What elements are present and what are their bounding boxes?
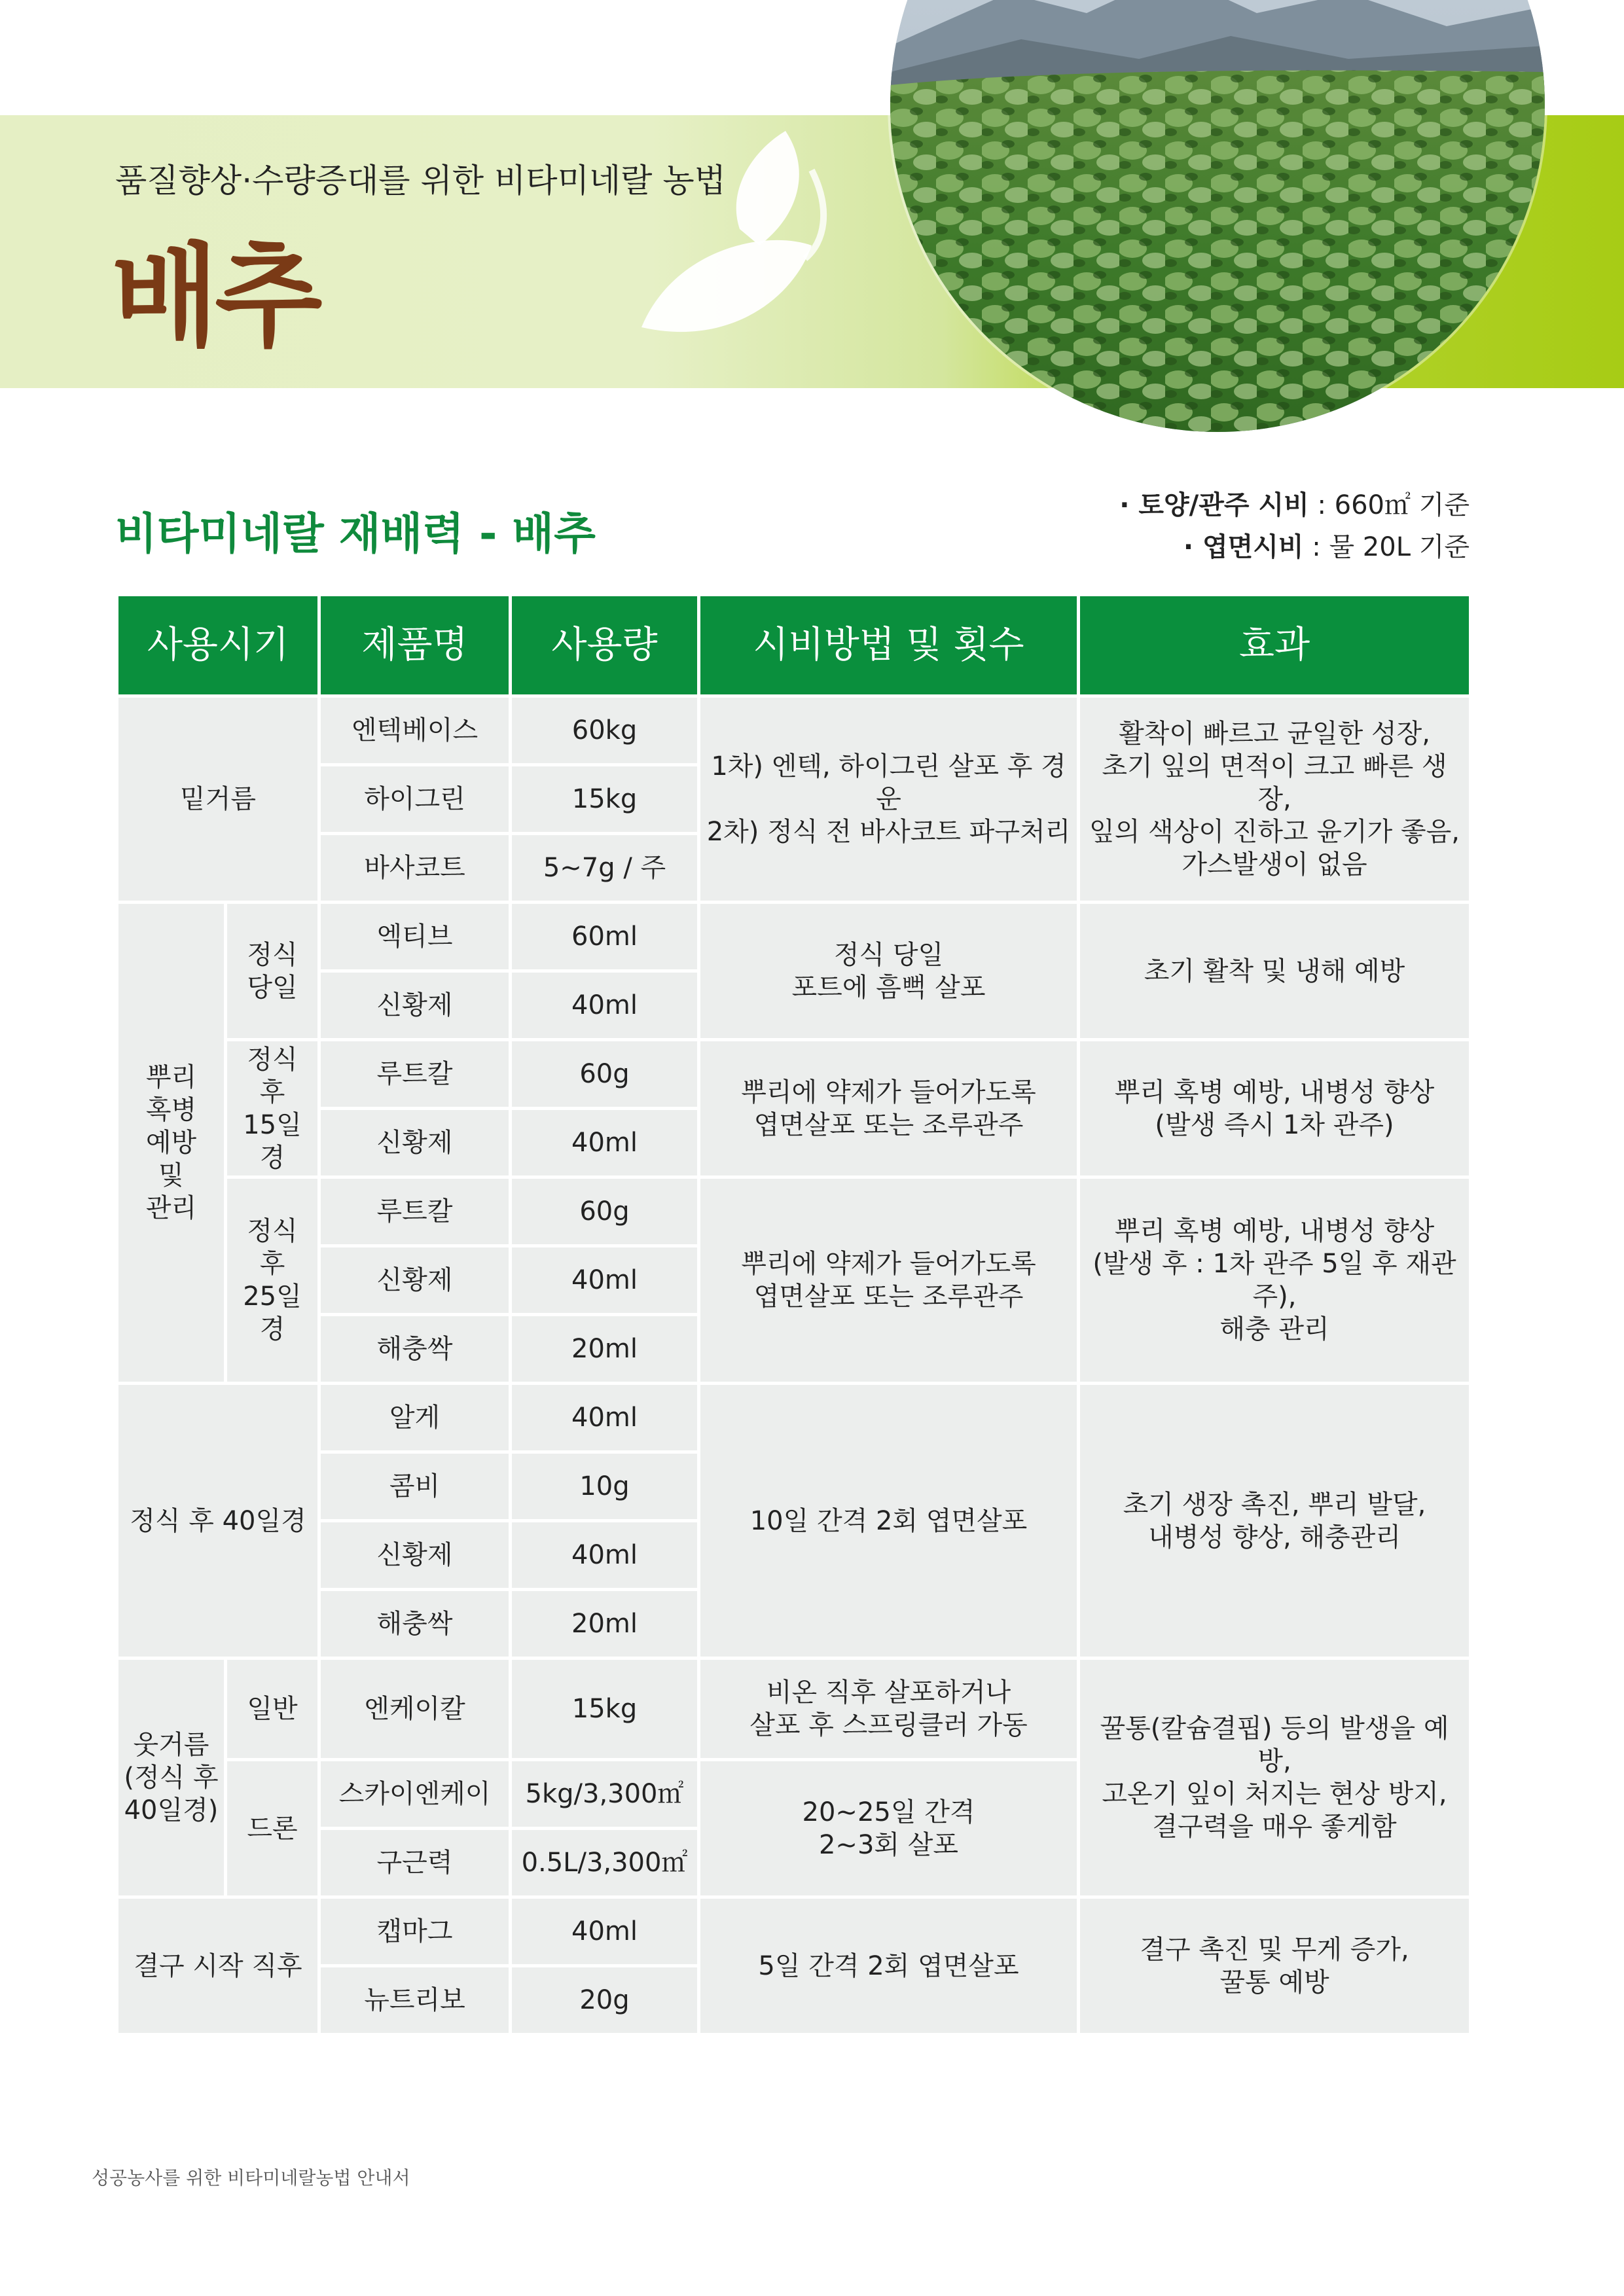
amount-cell: 20g (511, 1966, 699, 2035)
amount-cell: 40ml (511, 971, 699, 1040)
period-cell: 결구 시작 직후 (117, 1897, 319, 2035)
amount-cell: 60kg (511, 696, 699, 765)
period-cell: 밑거름 (117, 696, 319, 903)
effect-cell: 결구 촉진 및 무게 증가, 꿀통 예방 (1079, 1897, 1471, 2035)
header-period: 사용시기 (117, 595, 319, 696)
amount-cell: 40ml (511, 1521, 699, 1590)
amount-cell: 20ml (511, 1590, 699, 1659)
method-cell: 20~25일 간격 2~3회 살포 (699, 1760, 1079, 1897)
method-cell: 10일 간격 2회 엽면살포 (699, 1384, 1079, 1659)
product-cell: 뉴트리보 (319, 1966, 511, 2035)
product-cell: 해충싹 (319, 1590, 511, 1659)
product-cell: 신황제 (319, 1246, 511, 1315)
note-label: · 엽면시비 (1183, 532, 1304, 562)
table-row (117, 1384, 1471, 1452)
method-cell: 1차) 엔텍, 하이그린 살포 후 경운 2차) 정식 전 바사코트 파구처리 (699, 696, 1079, 903)
amount-cell: 60ml (511, 903, 699, 971)
effect-cell: 뿌리 혹병 예방, 내병성 향상 (발생 즉시 1차 관주) (1079, 1040, 1471, 1177)
note-value: : 660㎡ 기준 (1308, 490, 1470, 520)
header-method: 시비방법 및 횟수 (699, 595, 1079, 696)
product-cell: 콤비 (319, 1452, 511, 1521)
product-cell: 루트칼 (319, 1040, 511, 1109)
effect-cell: 초기 생장 촉진, 뿌리 발달, 내병성 향상, 해충관리 (1079, 1384, 1471, 1659)
amount-cell: 40ml (511, 1246, 699, 1315)
section-title: 비타미네랄 재배력 - 배추 (115, 509, 596, 559)
amount-cell: 60g (511, 1177, 699, 1246)
page-title: 배추 (111, 232, 319, 362)
amount-cell: 5~7g / 주 (511, 834, 699, 903)
header-amount: 사용량 (511, 595, 699, 696)
header-product: 제품명 (319, 595, 511, 696)
subperiod-cell: 정식 후 25일경 (226, 1177, 319, 1384)
amount-cell: 40ml (511, 1384, 699, 1452)
product-cell: 알게 (319, 1384, 511, 1452)
method-cell: 뿌리에 약제가 들어가도록 엽면살포 또는 조루관주 (699, 1040, 1079, 1177)
product-cell: 신황제 (319, 1109, 511, 1177)
amount-cell: 5kg/3,300㎡ (511, 1760, 699, 1829)
product-cell: 루트칼 (319, 1177, 511, 1246)
subperiod-cell: 드론 (226, 1760, 319, 1897)
product-cell: 엔케이칼 (319, 1659, 511, 1760)
amount-cell: 10g (511, 1452, 699, 1521)
effect-cell: 뿌리 혹병 예방, 내병성 향상 (발생 후 : 1차 관주 5일 후 재관주), 해충 관리 (1079, 1177, 1471, 1384)
effect-cell: 초기 활착 및 냉해 예방 (1079, 903, 1471, 1040)
product-cell: 구근력 (319, 1829, 511, 1897)
product-cell: 해충싹 (319, 1315, 511, 1384)
effect-cell: 활착이 빠르고 균일한 성장, 초기 잎의 면적이 크고 빠른 생장, 잎의 색상이 진하고 윤기가 좋음, 가스발생이 없음 (1079, 696, 1471, 903)
method-cell: 5일 간격 2회 엽면살포 (699, 1897, 1079, 2035)
amount-cell: 20ml (511, 1315, 699, 1384)
product-cell: 바사코트 (319, 834, 511, 903)
table-row (117, 1897, 1471, 1966)
schedule-table (115, 593, 1472, 2036)
subperiod-cell: 정식 당일 (226, 903, 319, 1040)
period-cell: 웃거름 (정식 후 40일경) (117, 1659, 226, 1897)
amount-cell: 0.5L/3,300㎡ (511, 1829, 699, 1897)
foliar-note (1183, 526, 1470, 564)
footer-text: 성공농사를 위한 비타미네랄농법 안내서 (92, 2167, 410, 2189)
amount-cell: 15kg (511, 765, 699, 834)
amount-cell: 40ml (511, 1897, 699, 1966)
product-cell: 캡마그 (319, 1897, 511, 1966)
subperiod-cell: 정식 후 15일경 (226, 1040, 319, 1177)
table-row (117, 903, 1471, 971)
header-effect: 효과 (1079, 595, 1471, 696)
table-row (117, 696, 1471, 765)
page-subtitle: 품질향상·수량증대를 위한 비타미네랄 농법 (115, 162, 726, 200)
table-row (117, 1040, 1471, 1109)
method-cell: 정식 당일 포트에 흠뻑 살포 (699, 903, 1079, 1040)
product-cell: 신황제 (319, 971, 511, 1040)
amount-cell: 15kg (511, 1659, 699, 1760)
note-value: : 물 20L 기준 (1303, 532, 1470, 562)
table-header-row (117, 595, 1471, 696)
period-cell: 정식 후 40일경 (117, 1384, 319, 1659)
amount-cell: 40ml (511, 1109, 699, 1177)
subperiod-cell: 일반 (226, 1659, 319, 1760)
period-cell: 뿌리 혹병 예방 및 관리 (117, 903, 226, 1384)
amount-cell: 60g (511, 1040, 699, 1109)
product-cell: 엔텍베이스 (319, 696, 511, 765)
table-row (117, 1177, 1471, 1246)
product-cell: 하이그린 (319, 765, 511, 834)
product-cell: 엑티브 (319, 903, 511, 971)
effect-cell: 꿀통(칼슘결핍) 등의 발생을 예방, 고온기 잎이 처지는 현상 방지, 결구력을 매우 좋게함 (1079, 1659, 1471, 1897)
note-label: · 토양/관주 시비 (1119, 490, 1309, 520)
method-cell: 뿌리에 약제가 들어가도록 엽면살포 또는 조루관주 (699, 1177, 1079, 1384)
method-cell: 비온 직후 살포하거나 살포 후 스프링클러 가동 (699, 1659, 1079, 1760)
table-row (117, 1659, 1471, 1760)
product-cell: 신황제 (319, 1521, 511, 1590)
soil-irrigation-note (1119, 484, 1470, 522)
product-cell: 스카이엔케이 (319, 1760, 511, 1829)
